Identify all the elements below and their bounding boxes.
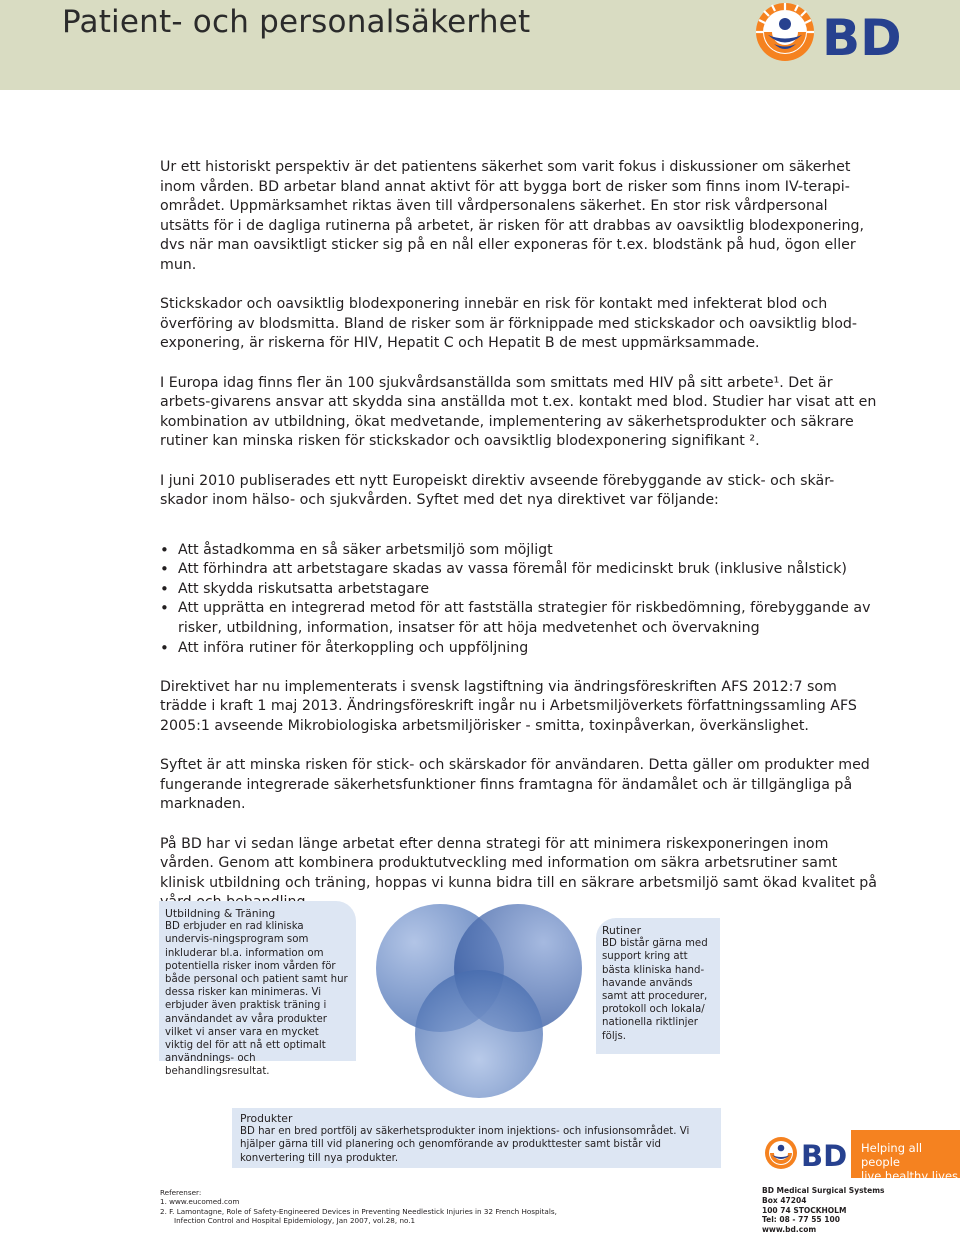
company-address	[762, 1186, 885, 1235]
list-item: • Att införa rutiner för återkoppling och uppföljning	[160, 639, 880, 659]
directive-goals-list	[160, 541, 880, 659]
education-box-text: BD erbjuder en rad kliniska undervis-ningsprogram som inkluderar bl.a. information om potentiella risker inom vården för både personal och patient samt hur dessa risker kan minimeras. Vi erbjuder även praktisk träning i användandet av våra produkter vilket vi anser vara en mycket viktig del för att nå ett optimalt användnings- och behandlingsresultat.	[165, 921, 348, 1078]
address-company: BD Medical Surgical Systems	[762, 1186, 885, 1195]
routines-box	[596, 918, 720, 1054]
products-box-title: Produkter	[240, 1112, 293, 1125]
paragraph: Direktivet har nu implementerats i svensk lagstiftning via ändringsföreskriften AFS 2012:7 som trädde i kraft 1 maj 2013. Ändringsföreskrift ingår nu i Arbetsmiljöverkets författningssamling AFS 2005:1 avseende Mikrobiologiska arbetsmiljörisker - smitta, toxinpåverkan, överkänslighet.	[160, 678, 857, 735]
routines-box-text: BD bistår gärna med support kring att bästa kliniska hand-havande används samt att procedurer, protokoll och lokala/ nationella riktlinjer följs.	[602, 938, 708, 1042]
paragraph: Syftet är att minska risken för stick- och skärskador för användaren. Detta gäller om produkter med fungerande integrerade säkerhetsfunktioner finns framtagna för ändamålet och är tillgängliga på marknaden.	[160, 757, 870, 813]
main-text	[160, 158, 880, 933]
products-box	[232, 1108, 721, 1168]
paragraph: På BD har vi sedan länge arbetat efter denna strategi för att minimera riskexponeringen inom vården. Genom att kombinera produktutveckling med information om säkra arbetsrutiner samt klinisk utbildning och träning, hoppas vi kunna bidra till en säkrare arbetsmiljö samt ökad kvalitet på	[160, 835, 877, 891]
references-heading: Referenser:	[160, 1188, 202, 1197]
bd-logo-text: BD	[801, 1139, 848, 1172]
address-web: www.bd.com	[762, 1225, 817, 1235]
routines-box-title: Rutiner	[602, 924, 642, 937]
tagline-badge	[851, 1130, 960, 1183]
paragraph: Stickskador och oavsiktlig blodexponering innebär en risk för kontakt med infekterat blod och överföring av blodsmitta. Bland de risker som är förknippade med stickskador och oavsiktlig blod-exponering, är riskerna för HIV, Hepatit C och Hepatit B de mest uppmärksammade.	[160, 296, 858, 352]
paragraph: I juni 2010 publiserades ett nytt Europeiskt direktiv avseende förebyggande av stick- och skär-skador inom hälso- och sjukvården. Syftet med det nya direktivet var följande:	[160, 472, 835, 509]
bd-logo-footer	[764, 1136, 848, 1172]
bd-sun-icon	[756, 3, 814, 61]
bd-sun-icon	[765, 1137, 797, 1169]
header-band	[0, 0, 960, 90]
paragraph: I Europa idag finns fler än 100 sjukvårdsanställda som smittats med HIV på sitt arbete¹. Det är arbets-givarens ansvar att skydda sina anställda mot t.ex. kontakt med blod. Studier har visat att en kombination av utbildning, ökat medvetande, implementering av säkerhetsprodukter och säkrare rutiner kan minska risken för stickskador och oavsiktlig blodexponering signifikant ².	[160, 374, 877, 450]
list-item: • Att åstadkomma en så säker arbetsmiljö som möjligt	[160, 541, 880, 561]
education-box-title: Utbildning & Träning	[165, 907, 276, 920]
reference-item: 1. www.eucomed.com	[160, 1197, 240, 1207]
products-box-text: BD har en bred portfölj av säkerhetsprodukter inom injektions- och infusionsområdet. Vi hjälper gärna till vid planering och genomförande av produkttester samt bistår vid konvertering till nya produkter.	[240, 1126, 690, 1164]
list-item: • Att förhindra att arbetstagare skadas av vassa föremål för medicinskt bruk (inklusive nålstick)	[160, 560, 880, 580]
bd-logo	[754, 2, 904, 66]
list-item: • Att upprätta en integrerad metod för att fastställa strategier för riskbedömning, förebyggande av risker, utbildning, information, insatser för att höja medvetenhet och övervakning	[160, 599, 880, 638]
reference-item: 2. F. Lamontagne, Role of Safety-Engineered Devices in Preventing Needlestick Injuries in 32 French Hospitals,	[160, 1206, 557, 1216]
paragraph: Ur ett historiskt perspektiv är det patientens säkerhet som varit fokus i diskussioner om säkerhet inom vården. BD arbetar bland annat aktivt för att bygga bort de risker som finns inom IV-terapi-området. Uppmärksamhet riktas även till vårdpersonalens säkerhet. En stor risk vårdpersonal utsätts för i de dagliga rutinerna på arbetet, är risken för att drabbas av oavsiktlig blodexponering, dvs när man oavsiktligt sticker sig på en nål eller exponeras för t.ex. blodstänk på hud, ögon eller mun.	[160, 159, 865, 273]
bd-logo-text: BD	[822, 9, 902, 66]
list-item: • Att skydda riskutsatta arbetstagare	[160, 580, 880, 600]
address-city: 100 74 STOCKHOLM	[762, 1205, 847, 1215]
tagline-line: live healthy lives	[861, 1169, 959, 1183]
address-box: Box 47204	[762, 1195, 807, 1205]
address-tel: Tel: 08 - 77 55 100	[762, 1215, 840, 1225]
education-box	[159, 901, 356, 1078]
references	[160, 1188, 557, 1225]
page-title: Patient- och personalsäkerhet	[62, 4, 531, 40]
venn-circle-products	[415, 970, 543, 1098]
tagline-line: Helping all people	[861, 1141, 923, 1169]
venn-diagram	[358, 898, 600, 1104]
reference-item: Infection Control and Hospital Epidemiology, Jan 2007, vol.28, no.1	[174, 1215, 416, 1225]
